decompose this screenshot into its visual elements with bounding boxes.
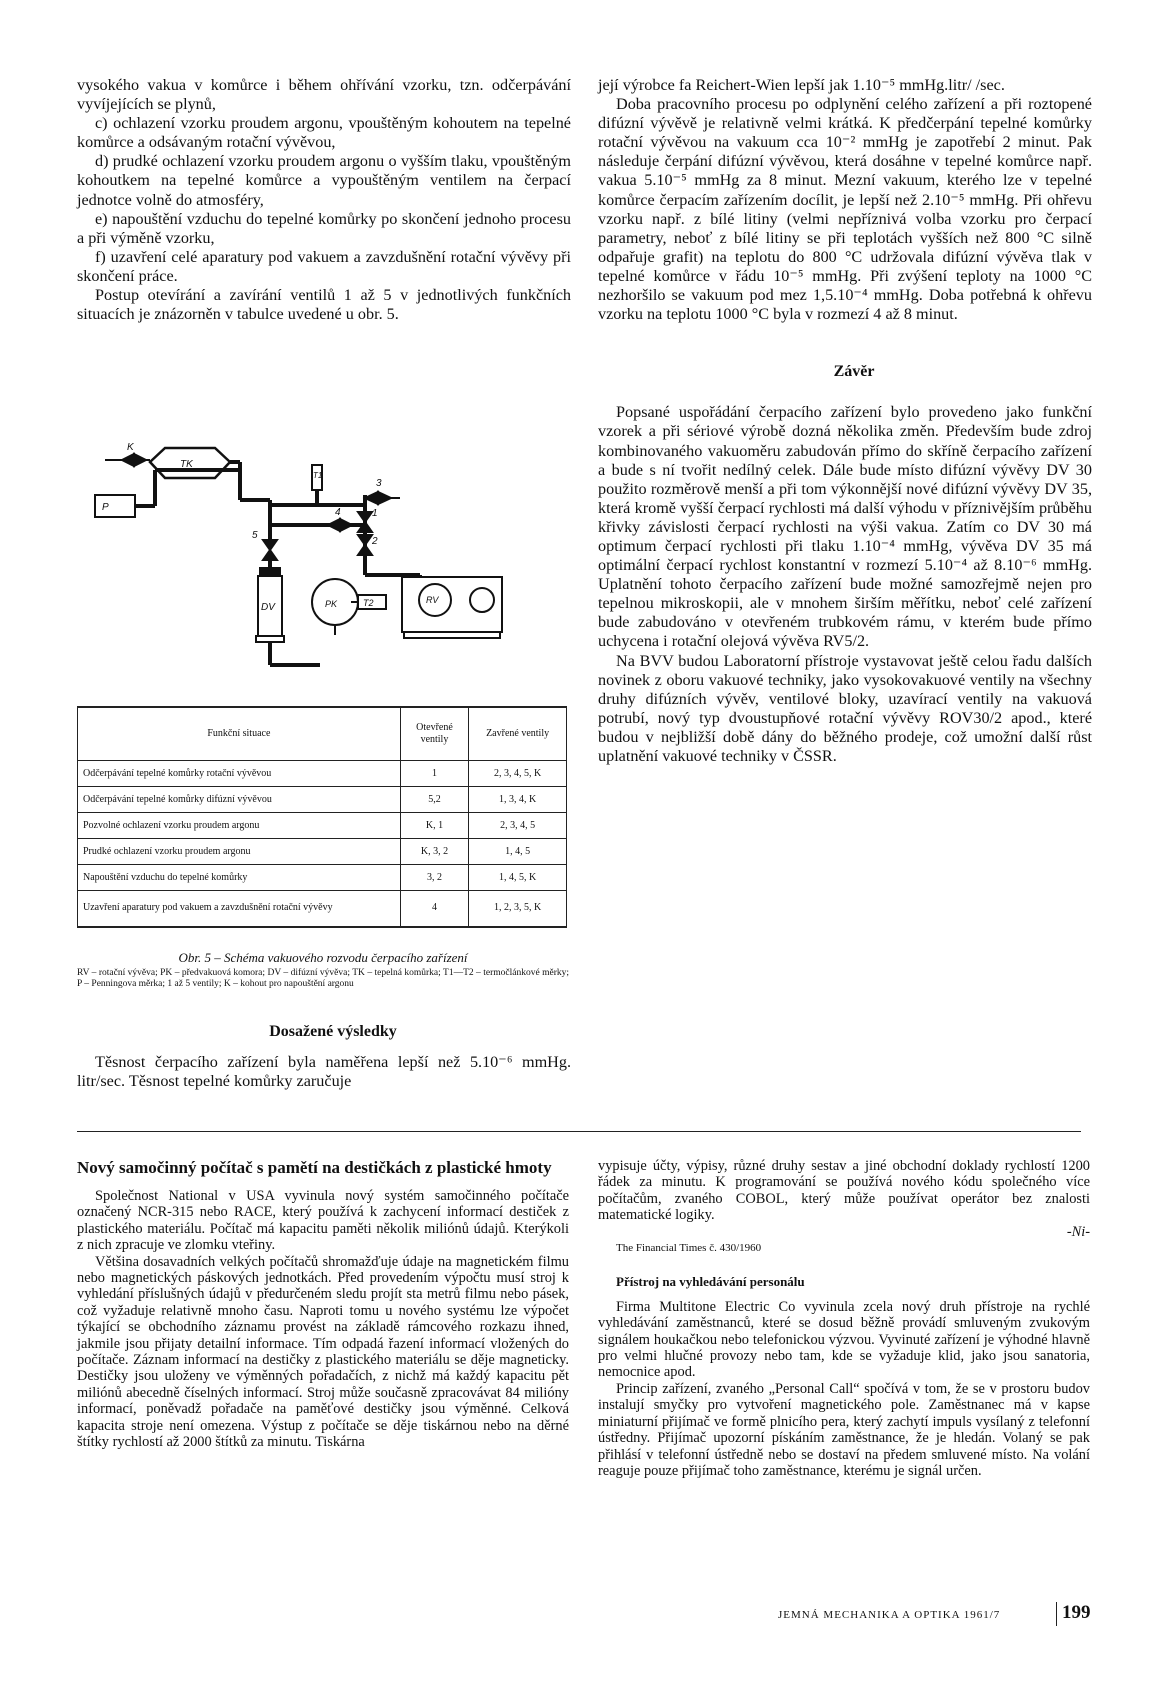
section-divider: [77, 1131, 1081, 1132]
table-cell: K, 3, 2: [400, 839, 468, 865]
table-row: [78, 761, 567, 787]
article-computer-continued: [598, 1158, 1090, 1479]
valve-function-table: [77, 706, 567, 928]
paragraph: Většina dosavadních velkých počítačů shromažďuje údaje na magnetickém filmu nebo magnetických páskových jednotkách. Před provedením výpočtu musí stroj k vyhledání příslušných údajů v předurčeném sledu projít sta metrů filmu nebo pásek, což vyžaduje relativně mnoho času. Naproti tomu u nového systému lze výpočet týkající se obchodního záznamu provést na základě rámcového rozkazu ihned, jakmile jsou přijaty detailní informace. Tím odpadá řazení informací vložených do počítače. Záznam informací na destičky z plastického materiálu se děje magneticky. Destičky jsou uloženy ve výměnných pořadačích, z nichž má každý kapacitu pět miliónů abecedně číselných informací. Stroj může současně zpracovávat 84 milióny informací, poněvadž pořadače na paměťové destičky jsou výměnné. Celková kapacita stroje není omezena. Výstup z počítače se děje tiskárnou nebo na děrné štítky rychlostí až 2000 štítků za minutu. Tiskárna: [77, 1253, 569, 1451]
table-cell: 2, 3, 4, 5, K: [469, 761, 567, 787]
figure-caption: [77, 950, 569, 990]
article-title: Nový samočinný počítač s pamětí na destičkách z plastické hmoty: [77, 1158, 552, 1177]
table-cell: Napouštění vzduchu do tepelné komůrky: [78, 865, 401, 891]
label-tk: TK: [180, 459, 193, 470]
article-title: Přístroj na vyhledávání personálu: [616, 1274, 805, 1290]
table-cell: 5,2: [400, 787, 468, 813]
left-column-text: [77, 76, 571, 324]
table-cell: 1, 3, 4, K: [469, 787, 567, 813]
paragraph: Společnost National v USA vyvinula nový systém samočinného počítače označený NCR-315 nebo RACE, který používá k zachycení informací destiček z plastického materiálu. Počítač má kapacitu paměti několik miliónů údajů. Kterýkoli z nich zpracuje ve zlomku vteřiny.: [77, 1188, 569, 1254]
table-cell: 2, 3, 4, 5: [469, 813, 567, 839]
paragraph: Těsnost čerpacího zařízení byla naměřena lepší než 5.10⁻⁶ mmHg. litr/sec. Těsnost tepelné komůrky zaručuje: [77, 1053, 571, 1091]
table-row: [78, 813, 567, 839]
section-heading: Dosažené výsledky: [269, 1023, 397, 1040]
table-cell: 1, 2, 3, 5, K: [469, 891, 567, 927]
table-cell: Uzavření aparatury pod vakuem a zavzdušnění rotační vývěvy: [78, 891, 401, 927]
paragraph: f) uzavření celé aparatury pod vakuem a zavzdušnění rotační vývěvy při skončení práce.: [77, 247, 571, 285]
page-number: 199: [1062, 1602, 1091, 1623]
paragraph: Popsané uspořádání čerpacího zařízení bylo provedeno jako funkční vzorek a při sériové výrobě dozná několika změn. Především bude zdroj kombinovaného vakuoměru zabudován přímo do skříně čerpacího zařízení a bude s ní tvořit nedílný celek. Dále bude místo difúzní vývěvy DV 30 použito rozměrově menší a při tom výkonnější nové difúzní vývěvy DV 35, která kromě vyšší čerpací rychlosti má další výhodu v příznivějším průběhu křivky závislosti čerpací rychlosti na výši vakua. Zatím co DV 30 má optimum čerpací rychlosti při tlaku 1.10⁻⁴ mmHg, vývěva DV 35 má optimální čerpací rychlost konstantní v rozmezí 5.10⁻⁴ až 8.10⁻⁶ mmHg. Uplatnění tohoto čerpacího zařízení bude možné samozřejmě nejen pro tepelnou mikroskopii, ale v mnohem širším měřítku, neboť celé zařízení bude zabudováno v otevřeném trubkovém rámu, v kterém bude přímo uchycena i rotační olejová vývěva RV5/2.: [598, 403, 1092, 651]
paragraph: vysokého vakua v komůrce i během ohřívání vzorku, tzn. odčerpávání vyvíjejících se plynů,: [77, 76, 571, 114]
right-column-text: [598, 76, 1092, 766]
label-valve-4: 4: [335, 507, 341, 518]
table-cell: Odčerpávání tepelné komůrky difúzní vývěvou: [78, 787, 401, 813]
table-cell: 1, 4, 5: [469, 839, 567, 865]
paragraph: Princip zařízení, zvaného „Personal Call“ spočívá v tom, že se v prostoru budov instalují smyčky pro vytvoření magnetického pole. Zaměstnanec má v kapse miniaturní přijímač ve formě plnicího pera, který zachytí impuls vysílaný z telefonní ústředny. Přijímač upozorní pískáním zaměstnance, že je hledán. Volaný se pak přihlásí v telefonní ústředně nebo se dostaví na předem smluvené místo. Na volání reaguje pouze přijímač toho zaměstnance, kterému je signál určen.: [598, 1380, 1090, 1479]
paragraph: e) napouštění vzduchu do tepelné komůrky po skončení jednoho procesu a při výměně vzorku,: [77, 209, 571, 247]
paragraph: d) prudké ochlazení vzorku proudem argonu o vyšším tlaku, vpouštěným kohoutkem na tepelné komůrce a vypouštěným ventilem na čerpací jednotce volně do atmosféry,: [77, 152, 571, 209]
label-pk: PK: [325, 599, 338, 609]
table-row: [78, 839, 567, 865]
table-header: Otevřené ventily: [400, 707, 468, 761]
results-section: [77, 1022, 571, 1091]
label-t2: T2: [363, 598, 374, 608]
caption-legend: RV – rotační vývěva; PK – předvakuová komora; DV – difúzní vývěva; TK – tepelná komůrka; T1—T2 – termočlánkové měrky; P – Penningova měrka; 1 až 5 ventily; K – kohout pro napouštění argonu: [77, 968, 569, 989]
source-citation: The Financial Times č. 430/1960: [616, 1242, 762, 1255]
table-cell: 3, 2: [400, 865, 468, 891]
label-dv: DV: [261, 602, 275, 613]
paragraph: vypisuje účty, výpisy, různé druhy sestav a jiné obchodní doklady rychlostí 1200 řádek za minutu. K programování se používá nového kódu společného více počítačům, zvaného COBOL, který může používat operátor bez znalosti matematické logiky.: [598, 1158, 1090, 1224]
table-cell: K, 1: [400, 813, 468, 839]
table-row: [78, 865, 567, 891]
label-valve-3: 3: [376, 478, 382, 489]
journal-footer: JEMNÁ MECHANIKA A OPTIKA 1961/7: [778, 1609, 1001, 1621]
author-signature: -Ni-: [1066, 1223, 1090, 1240]
table-header: Zavřené ventily: [469, 707, 567, 761]
table-cell: 4: [400, 891, 468, 927]
table-cell: Pozvolné ochlazení vzorku proudem argonu: [78, 813, 401, 839]
footer-divider: [1056, 1602, 1057, 1626]
label-rv: RV: [426, 595, 439, 605]
table-header: Funkční situace: [78, 707, 401, 761]
label-valve-1: 1: [372, 508, 378, 519]
label-p: P: [102, 502, 109, 513]
caption-title: Obr. 5 – Schéma vakuového rozvodu čerpacího zařízení: [178, 950, 468, 965]
table-cell: Prudké ochlazení vzorku proudem argonu: [78, 839, 401, 865]
label-valve-2: 2: [372, 536, 378, 547]
table-row: [78, 891, 567, 927]
label-k: K: [127, 442, 134, 453]
table-cell: Odčerpávání tepelné komůrky rotační vývěvou: [78, 761, 401, 787]
paragraph: Na BVV budou Laboratorní přístroje vystavovat ještě celou řadu dalších novinek z oboru vakuové techniky, jako vysokovakuové ventily na všechny druhy difúzních vývěv, ventilové bloky, uzavírací ventily na vakuová potrubí, nový typ dvoustupňové rotační vývěvy ROV30/2 apod., které budou v nejbližší době dány do běžného prodeje, což umožní další růst uplatnění vakuové techniky v ČSSR.: [598, 651, 1092, 765]
paragraph: její výrobce fa Reichert-Wien lepší jak 1.10⁻⁵ mmHg.litr/ /sec.: [598, 76, 1005, 94]
section-heading: Závěr: [833, 363, 875, 381]
table-cell: 1: [400, 761, 468, 787]
table-cell: 1, 4, 5, K: [469, 865, 567, 891]
label-valve-5: 5: [252, 530, 258, 541]
paragraph: Doba pracovního procesu po odplynění celého zařízení a při roztopené difúzní vývěvě je relativně velmi krátká. K předčerpání tepelné komůrky rotační vývěvou na vakuum cca 10⁻² mmHg je zapotřebí 2 minut. Pak následuje čerpání difúzní vývěvou, která dosáhne v tepelné komůrce např. vakua 5.10⁻⁵ mmHg za 8 minut. Mezní vakuum, kterého lze v tepelné komůrce čerpacím zařízením docílit, je lepší než 2.10⁻⁵ mmHg. Při ohřevu vzorku např. z bílé litiny (velmi nepříznivá volba vzorku pro čerpací parametry, neboť z bílé litiny se při teplotách vyšších než 800 °C silně odpařuje grafit) na teplotu do 800 °C udržovala difúzní vývěva tlak v tepelné komůrce v řádu 10⁻⁵ mmHg. Při zvýšení teploty na 1000 °C nezhoršilo se vakuum pod mez 1,5.10⁻⁴ mmHg. Doba potřebná k ohřevu vzorku na teplotu 1000 °C byla v rozmezí 4 až 8 minut.: [598, 95, 1092, 324]
vacuum-schematic-diagram: [80, 440, 560, 680]
paragraph: Postup otevírání a zavírání ventilů 1 až 5 v jednotlivých funkčních situacích je znázorněn v tabulce uvedené u obr. 5.: [77, 286, 571, 324]
table-header-row: [78, 707, 567, 761]
table-row: [78, 787, 567, 813]
label-t1: T1: [313, 471, 323, 480]
article-computer: [77, 1158, 569, 1451]
paragraph: c) ochlazení vzorku proudem argonu, vpouštěným kohoutem na tepelné komůrce a odsávaným rotační vývěvou,: [77, 114, 571, 152]
paragraph: Firma Multitone Electric Co vyvinula zcela nový druh přístroje na rychlé vyhledávání zaměstnanců, které se dosud běžně provádí smluveným zvukovým signálem houkačkou nebo telefonickou výzvou. Vyvinuté zařízení je výhodné hlavně pro velmi hlučné provozy nebo tam, kde se vyžaduje klid, jako jsou sanatoria, nemocnice apod.: [598, 1298, 1090, 1381]
